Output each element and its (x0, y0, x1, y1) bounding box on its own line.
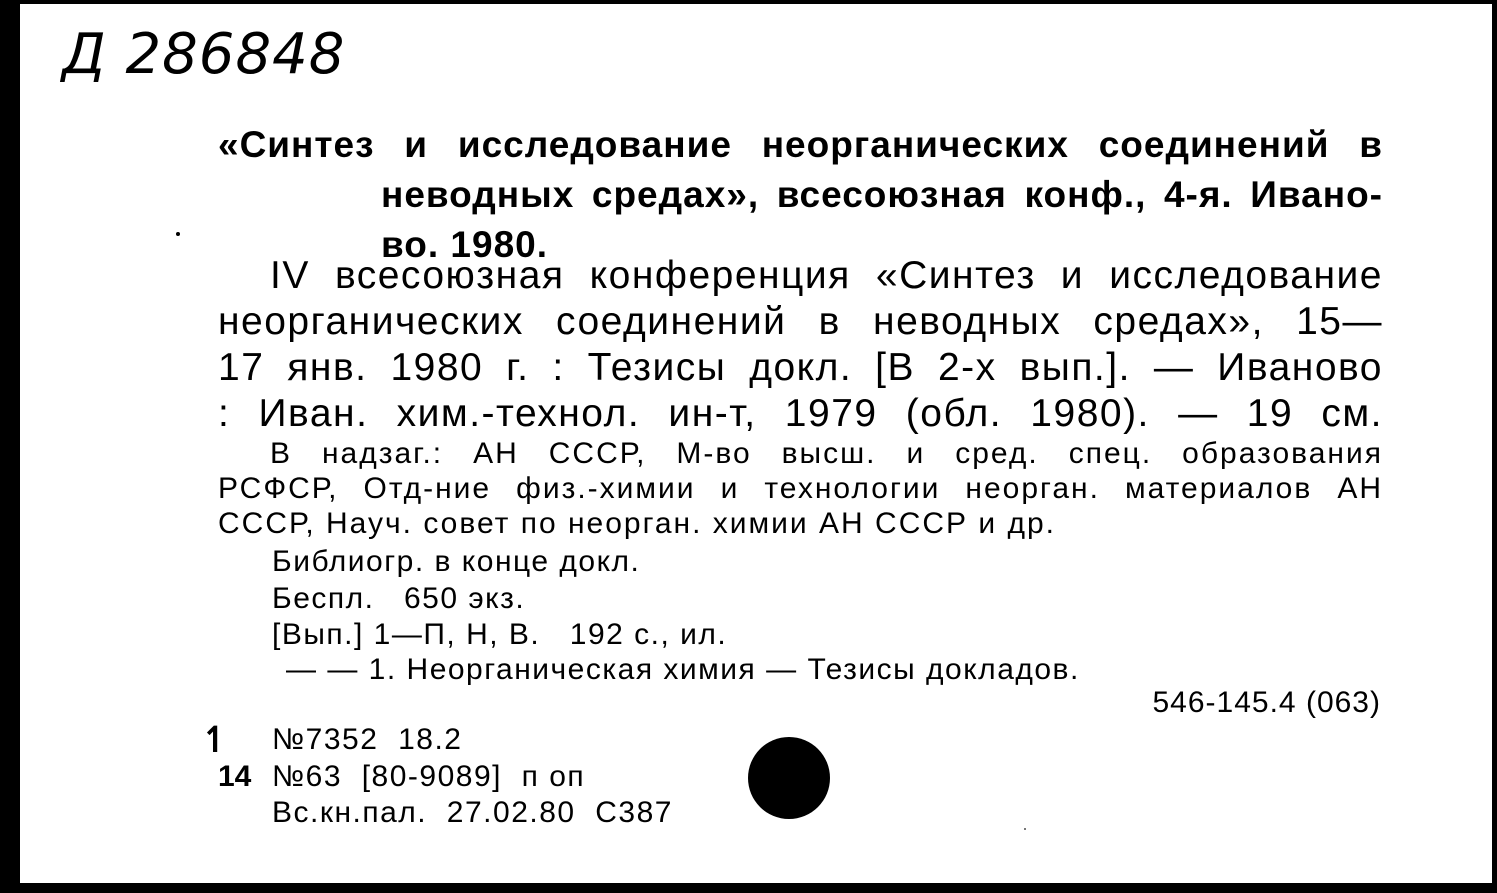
heading-line-1: «Синтез и исследование неорганических соединений в (218, 124, 1383, 165)
registry-line: №63 [80-9089] п оп (272, 760, 586, 793)
description-line: IV всесоюзная конференция «Синтез и исследование (270, 254, 1383, 297)
note-line: СССР, Науч. совет по неорган. химии АН СССР и др. (218, 507, 1056, 540)
margin-dot (176, 232, 180, 236)
copy-count: 14 (218, 760, 252, 793)
punch-hole (748, 737, 830, 819)
scan-edge-bottom (0, 883, 1497, 893)
scan-edge-right (1492, 0, 1497, 893)
notes-block (218, 436, 1383, 541)
udc-code: 546-145.4 (063) (1152, 686, 1381, 719)
description-line: неорганических соединений в неводных средах», 15— (218, 300, 1383, 343)
heading-line-2: неводных средах», всесоюзная конф., 4-я. Ивано- (381, 174, 1383, 215)
note-line: РСФСР, Отд-ние физ.-химии и технологии неорган. материалов АН (218, 472, 1383, 505)
note-line: В надзаг.: АН СССР, М-во высш. и сред. спец. образования (270, 437, 1383, 470)
scan-edge-left (0, 0, 20, 893)
order-line: №7352 18.2 (272, 723, 463, 756)
call-number: Д 286848 (62, 22, 346, 87)
price-note: Беспл. 650 экз. (272, 582, 526, 615)
description-line: : Иван. хим.-технол. ин-т, 1979 (обл. 1980). — 19 см. (218, 392, 1383, 435)
card-heading (218, 120, 1383, 270)
issue-note: [Вып.] 1—П, Н, В. 192 с., ил. (272, 618, 728, 651)
bibliographic-description (218, 253, 1383, 437)
heading-line-3: во. 1980. (381, 224, 549, 265)
bibliography-note: Библиогр. в конце докл. (272, 545, 641, 578)
subject-headings: — — 1. Неорганическая химия — Тезисы докладов. (286, 653, 1080, 686)
description-line: 17 янв. 1980 г. : Тезисы докл. [В 2-х вып.]. — Иваново (218, 346, 1383, 389)
printer-line: Вс.кн.пал. 27.02.80 С387 (272, 796, 673, 829)
arrow-mark-icon: ↿ (200, 720, 231, 761)
scan-edge-top (0, 0, 1497, 4)
speck (1024, 828, 1026, 830)
